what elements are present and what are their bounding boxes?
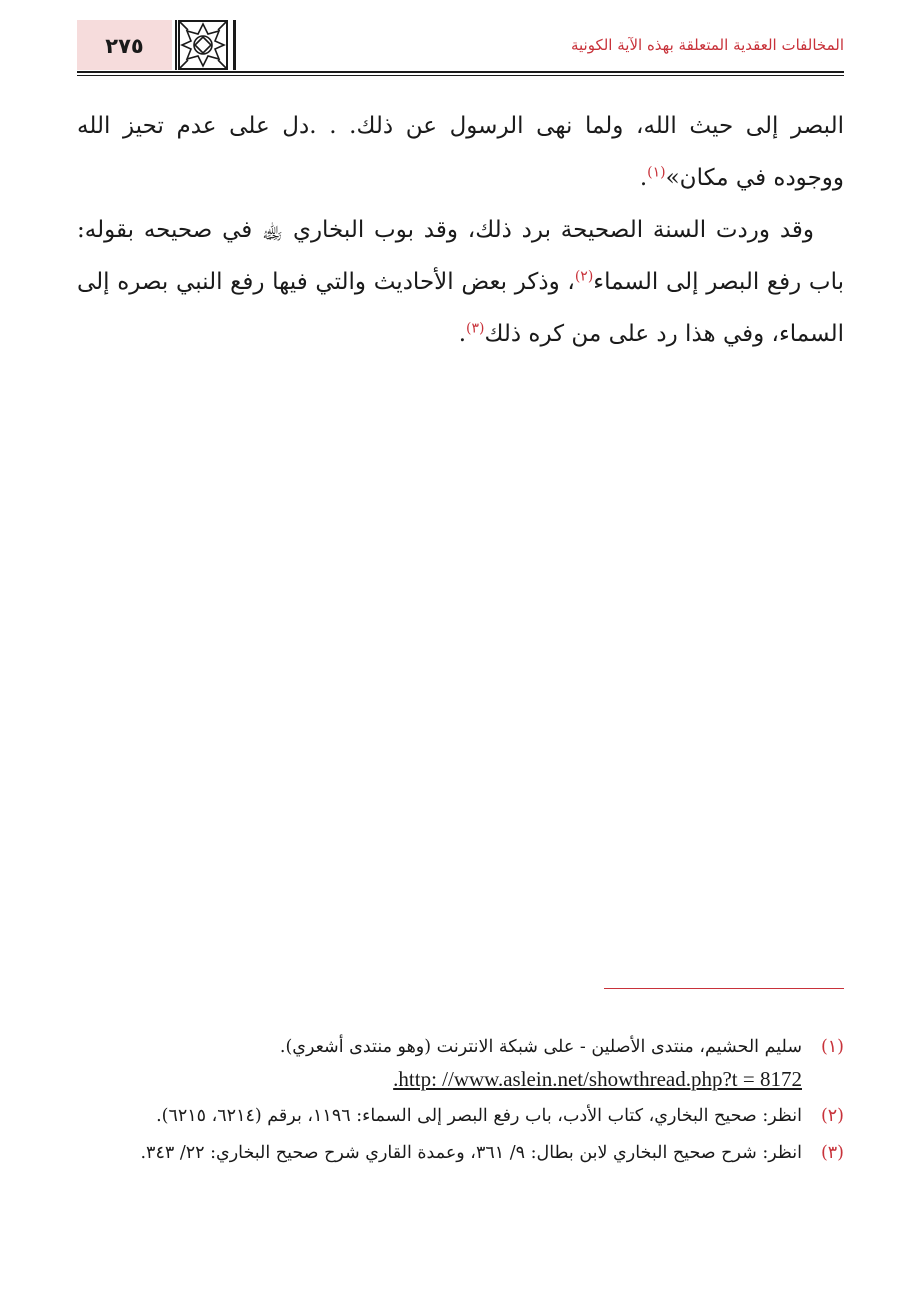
footnote-3: [77, 1138, 844, 1169]
footnote-number: (١): [820, 1037, 844, 1057]
paragraph-1: [77, 100, 844, 204]
paragraph-text: البصر إلى حيث الله، ولما نهى الرسول عن ذلك. . .دل على عدم تحيز الله ووجوده في مكان»: [77, 113, 844, 191]
footnote-text: سليم الحشيم، منتدى الأصلين - على شبكة الانترنت (وهو منتدى أشعري).: [279, 1037, 802, 1057]
footnote-text: انظر: شرح صحيح البخاري لابن بطال: ٩/ ٣٦١، وعمدة القاري شرح صحيح البخاري: ٢٢/ ٣٤٣.: [140, 1143, 802, 1163]
footnote-ref-1[interactable]: (١): [647, 164, 666, 181]
footnote-2: [77, 1101, 844, 1132]
paragraph-text-continued: ، وذكر بعض الأحاديث والتي فيها رفع النبي بصره إلى السماء، وفي هذا رد على من كره ذلك: [77, 269, 844, 347]
chapter-title: المخالفات العقدية المتعلقة بهذه الآية الكونية: [570, 36, 844, 54]
header-divider-left: [175, 20, 177, 70]
footnote-number: (٣): [820, 1143, 844, 1163]
footnote-ref-2[interactable]: (٢): [574, 268, 594, 285]
footnote-1: [77, 1032, 844, 1095]
footnote-number: (٢): [820, 1106, 844, 1126]
footnote-link[interactable]: .http: //www.aslein.net/showthread.php?t = 8172: [393, 1067, 802, 1091]
main-text: [77, 100, 844, 360]
page-number: ٢٧٥: [105, 34, 144, 58]
paragraph-end: .: [639, 165, 648, 191]
paragraph-2: [77, 204, 844, 360]
paragraph-text: وقد وردت السنة الصحيحة برد ذلك، وقد بوب البخاري ﵀ في صحيحه بقوله: باب رفع البصر إلى السماء: [77, 217, 844, 295]
header-rule-thick: [77, 71, 844, 73]
footnotes: [77, 1032, 844, 1175]
header-divider-right: [233, 20, 236, 70]
footnote-text: انظر: صحيح البخاري، كتاب الأدب، باب رفع البصر إلى السماء: ١١٩٦، برقم (٦٢١٤، ٦٢١٥).: [156, 1106, 802, 1126]
footnote-separator: [604, 988, 844, 989]
header-rule-thin: [77, 75, 844, 76]
footnote-ref-3[interactable]: (٣): [466, 320, 485, 337]
geometric-star-ornament-icon: [178, 20, 228, 70]
paragraph-end: .: [458, 321, 467, 347]
